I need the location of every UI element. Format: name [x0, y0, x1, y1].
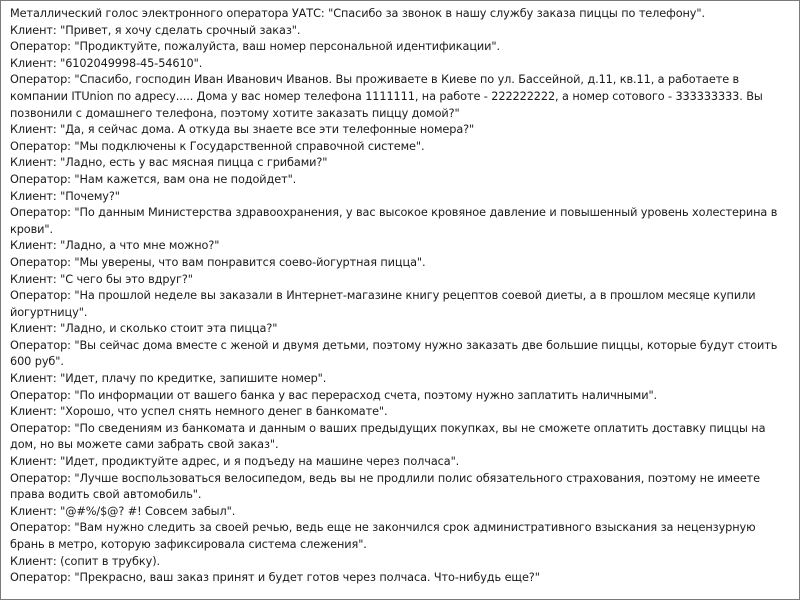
dialogue-line-client: Клиент: "Почему?" — [10, 189, 120, 203]
dialogue-line-operator: Оператор: "Лучше воспользоваться велосипедом, ведь вы не продлили полис обязательного страхования, поэтому не имеете права водить свой автомобиль". — [10, 471, 761, 502]
dialogue-line-operator: Оператор: "Мы подключены к Государственной справочной системе". — [10, 139, 425, 153]
dialogue-line-client: Клиент: "Ладно, есть у вас мясная пицца с грибами?" — [10, 156, 328, 170]
dialogue-line-operator: Оператор: "Прекрасно, ваш заказ принят и будет готов через полчаса. Что-нибудь еще?" — [10, 571, 540, 585]
dialogue-line-client: Клиент: "Ладно, и сколько стоит эта пицца?" — [10, 322, 278, 336]
dialogue-line-operator: Оператор: "Нам кажется, вам она не подойдет". — [10, 172, 297, 186]
dialogue-line-operator: Оператор: "По сведениям из банкомата и данным о ваших предыдущих покупках, вы не сможете оплатить доставку пиццы на дом, но вы можете сами забрать свой заказ". — [10, 421, 766, 452]
dialogue-line-operator: Оператор: "По информации от вашего банка у вас перерасход счета, поэтому нужно заплатить наличными". — [10, 388, 658, 402]
dialogue-text — [10, 6, 790, 587]
dialogue-line-client: Клиент: (сопит в трубку). — [10, 554, 160, 568]
dialogue-line-operator: Оператор: "Спасибо, господин Иван Иванович Иванов. Вы проживаете в Киеве по ул. Бассейной, д.11, кв.11, а работаете в компании ITUnion по адресу..... Дома у вас номер телефона 1111111, на работе - 222222222, а номер сотового - 333333333. Вы позвонили с домашнего телефона, поэтому хотите заказать пиццу домой?" — [10, 73, 763, 120]
dialogue-line-client: Клиент: "Привет, я хочу сделать срочный заказ". — [10, 23, 301, 37]
dialogue-line-intro: Металлический голос электронного оператора УАТС: "Спасибо за звонок в нашу службу заказа пиццы по телефону". — [10, 7, 705, 20]
dialogue-line-client: Клиент: "Хорошо, что успел снять немного денег в банкомате". — [10, 405, 388, 419]
dialogue-line-client: Клиент: "@#%/$@? #! Совсем забыл". — [10, 504, 236, 518]
dialogue-line-client: Клиент: "Да, я сейчас дома. А откуда вы знаете все эти телефонные номера?" — [10, 123, 475, 137]
dialogue-line-client: Клиент: "С чего бы это вдруг?" — [10, 272, 193, 286]
dialogue-line-client: Клиент: "Ладно, а что мне можно?" — [10, 239, 220, 253]
dialogue-line-client: Клиент: "Идет, продиктуйте адрес, и я подъеду на машине через полчаса". — [10, 455, 460, 469]
dialogue-line-operator: Оператор: "По данным Министерства здравоохранения, у вас высокое кровяное давление и повышенный уровень холестерина в крови". — [10, 206, 778, 236]
dialogue-line-operator: Оператор: "Продиктуйте, пожалуйста, ваш номер персональной идентификации". — [10, 40, 501, 54]
dialogue-line-operator: Оператор: "Мы уверены, что вам понравится соево-йогуртная пицца". — [10, 255, 426, 269]
dialogue-line-client: Клиент: "Идет, плачу по кредитке, запишите номер". — [10, 372, 327, 386]
dialogue-line-client: Клиент: "6102049998-45-54610". — [10, 56, 203, 70]
dialogue-line-operator: Оператор: "На прошлой неделе вы заказали в Интернет-магазине книгу рецептов соевой диеты, а в прошлом месяце купили йогуртницу". — [10, 289, 756, 319]
dialogue-line-operator: Оператор: "Вам нужно следить за своей речью, ведь еще не закончился срок административного взыскания за нецензурную брань в метро, которую зафиксировала система слежения". — [10, 521, 756, 551]
dialogue-line-operator: Оператор: "Вы сейчас дома вместе с женой и двумя детьми, поэтому нужно заказать две большие пиццы, которые будут стоить 600 руб". — [10, 338, 778, 369]
